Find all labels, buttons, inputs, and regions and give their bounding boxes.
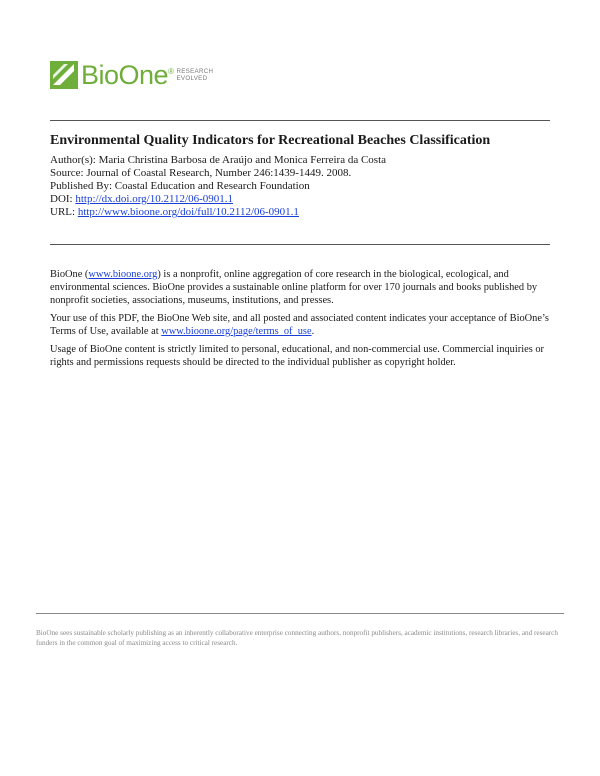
about-bioone-paragraph [50,268,550,307]
metadata-divider [50,244,550,245]
footer-text: BioOne sees sustainable scholarly publishing as an inherently collaborative enterprise connecting authors, nonprofit publishers, academic institutions, research libraries, and research funders in the common goal of maximizing access to critical research. [36,629,558,647]
authors-label: Author(s): [50,154,96,166]
published-label: Published By: [50,180,113,192]
bioone-home-link[interactable]: www.bioone.org [88,269,158,280]
logo-wordmark-one: One [118,59,169,90]
doi-line [50,193,550,206]
header-divider [50,120,550,121]
publisher-value: Coastal Education and Research Foundation [114,180,310,192]
footer-divider [36,613,564,614]
terms-paragraph [50,312,550,338]
bioone-leaf-icon [50,61,78,89]
article-title: Environmental Quality Indicators for Recreational Beaches Classification [50,133,491,148]
doi-label: DOI: [50,193,73,205]
authors-value: Maria Christina Barbosa de Araújo and Monica Ferreira da Costa [98,154,387,166]
about-bioone-rest: ) is a nonprofit, online aggregation of core research in the biological, ecological, and environmental sciences. BioOne provides a sustainable online platform for over 170 journals and books published by nonprofit societies, associations, museums, institutions, and presses. [50,269,538,306]
logo-tagline-line-2: EVOLVED [176,75,208,82]
source-value: Journal of Coastal Research, Number 246:1439-1449. 2008. [86,167,352,179]
terms-of-use-link[interactable]: www.bioone.org/page/terms_of_use [161,326,312,337]
notice-body [50,268,550,374]
terms-end: . [311,326,315,337]
usage-paragraph: Usage of BioOne content is strictly limited to personal, educational, and non-commercial use. Commercial inquiries or rights and permissions requests should be directed to the individual publisher as copyright holder. [50,344,545,368]
authors-line [50,154,550,167]
url-link[interactable]: http://www.bioone.org/doi/full/10.2112/06-0901.1 [77,206,299,218]
logo-tagline [176,68,213,82]
logo-wordmark-bio: Bio [81,59,119,90]
source-line [50,167,550,180]
bioone-logo [50,56,242,94]
publisher-line [50,180,550,193]
source-label: Source: [50,167,84,179]
url-label: URL: [50,206,76,218]
logo-wordmark [81,59,174,90]
doi-link[interactable]: http://dx.doi.org/10.2112/06-0901.1 [75,193,234,205]
logo-tagline-line-1: RESEARCH [176,68,214,75]
logo-trademark: ® [168,66,174,76]
terms-text: Your use of this PDF, the BioOne Web site, and all posted and associated content indicates your acceptance of BioOne’s Terms of Use, available at [50,313,549,337]
url-line [50,206,550,219]
about-bioone-start: BioOne ( [50,269,89,280]
article-metadata [50,132,550,219]
